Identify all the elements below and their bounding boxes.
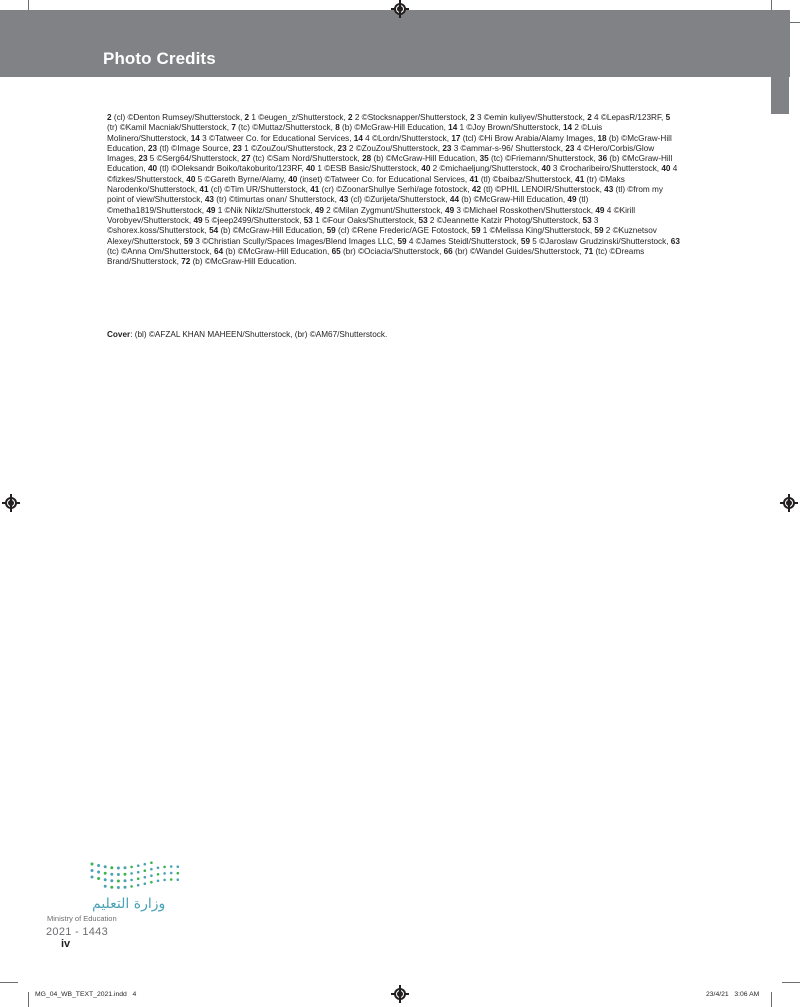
logo-dot [144,869,147,872]
credit-entry [304,216,419,225]
credit-page-number: 14 [190,133,200,143]
credit-entry [107,113,245,122]
credit-page-number: 43 [204,195,214,205]
credit-entry [442,144,565,153]
credit-text: (b) ©McGraw-Hill Education, [223,246,332,256]
credit-entry [397,237,520,246]
credit-page-number: 23 [147,143,158,153]
logo-dot [144,863,147,866]
logo-dot [124,879,127,882]
credit-text: 1 ©ESB Basic/Shutterstock, [315,164,422,174]
credit-text: (cl) ©Zurijeta/Shutterstock, [348,195,450,205]
credit-page-number: 59 [183,236,194,246]
credit-text: 4 ©Hero/Corbis/Glow Images, [107,143,655,164]
credit-entry [306,164,421,173]
credit-text: (tc) ©Friemann/Shutterstock, [488,154,599,164]
credit-text: (b) ©McGraw-Hill Education, [339,123,449,133]
credit-entry [327,226,472,235]
credit-page-number: 40 [421,164,431,174]
logo-dot [124,873,127,876]
credit-page-number: 59 [326,226,336,236]
credit-text: 2 ©Stocksnapper/Shutterstock, [352,113,471,122]
credit-page-number: 49 [193,215,203,225]
credit-entry [184,237,398,246]
credit-page-number: 28 [362,154,372,164]
credit-text: 4 ©Lordn/Shutterstock, [362,133,452,143]
credit-entry [542,164,662,173]
slug-filename: MG_04_WB_TEXT_2021.indd 4 [35,991,137,998]
cover-credit [107,330,387,340]
credit-entry [448,123,563,132]
credit-text: 3 ©Michael Rosskothen/Shutterstock, [454,205,596,215]
credit-entry [186,175,288,184]
credit-entry [348,113,470,122]
logo-dot [104,865,107,868]
credit-page-number: 23 [138,154,148,164]
logo-dot [110,866,113,869]
credit-entry [214,247,332,256]
credit-entry [241,154,362,163]
registration-mark-icon [5,497,17,509]
logo-dot [110,879,113,882]
credit-text: 1 ©Nik Niklz/Shutterstock, [215,205,315,215]
credit-page-number: 63 [670,236,680,246]
credit-page-number: 40 [306,164,316,174]
logo-dot [150,881,153,884]
logo-dot [170,872,173,875]
logo-dot [91,876,94,879]
credit-text: 1 ©Joy Brown/Shutterstock, [457,123,563,133]
credit-page-number: 2 [348,113,353,122]
credit-text: 3 ©emin kuliyev/Shutterstock, [474,113,588,122]
ministry-logo-icon [88,858,183,892]
registration-mark-icon [783,497,795,509]
credit-text: 1 ©eugen_z/Shutterstock, [249,113,348,122]
credit-page-number: 49 [314,205,324,215]
logo-english-text: Ministry of Education [47,914,117,923]
registration-mark-icon [394,3,406,15]
crop-mark [782,982,800,983]
credit-text: (br) ©Ociacia/Shutterstock, [340,246,444,256]
credit-text: 5 ©Gareth Byrne/Alamy, [195,174,289,184]
credit-page-number: 43 [339,195,349,205]
credit-entry [469,175,575,184]
credit-entry [338,144,443,153]
credit-text: (b) ©McGraw-Hill Education, [371,154,480,164]
logo-dot [117,867,120,870]
credit-entry [450,195,568,204]
credit-page-number: 49 [567,195,577,205]
logo-dot [144,882,147,885]
credit-text: (inset) ©Tatweer Co. for Educational Services, [297,174,470,184]
logo-dot [157,880,160,883]
logo-dot [124,886,127,889]
credit-page-number: 40 [288,174,298,184]
thumb-tab [771,77,789,114]
credit-page-number: 14 [562,123,573,133]
credit-entry [587,113,665,122]
logo-dot [163,879,166,882]
logo-dot [104,885,107,888]
credit-text: (tl) ©from my point of view/Shutterstock, [107,185,663,205]
credit-text: (tc) ©Sam Nord/Shutterstock, [250,154,363,164]
logo-dot [97,864,100,867]
logo-dot [137,884,140,887]
credit-page-number: 59 [594,226,604,236]
credit-page-number: 23 [232,143,242,153]
logo-dot [137,877,140,880]
credit-page-number: 41 [575,174,585,184]
credit-page-number: 23 [565,143,575,153]
credit-page-number: 2 [244,113,250,122]
credit-page-number: 40 [186,174,196,184]
credit-entry [472,185,604,194]
credit-entry [138,154,241,163]
credit-text: 3 ©Christian Scully/Spaces Images/Blend Images LLC, [193,236,398,246]
credit-text: 4 ©fizkes/Shutterstock, [107,164,678,184]
credit-text: (tl) ©Oleksandr Boiko/takoburito/123RF, [157,164,306,174]
credit-text: 2 ©Luis Molinero/Shutterstock, [107,123,603,143]
credit-text: 4 ©Kirill Vorobyev/Shutterstock, [107,205,636,225]
credit-text: 1 ©ZouZou/Shutterstock, [241,143,338,153]
credit-page-number: 49 [206,205,216,215]
credit-text: (tc) ©Muttaz/Shutterstock, [235,123,336,133]
logo-dot [117,886,120,889]
logo-dot [157,867,160,870]
credit-text: (b) ©McGraw-Hill Education, [459,195,568,205]
credit-text: 4 ©James Steidl/Shutterstock, [406,236,521,246]
credit-text: 5 ©Jaroslaw Grudzinski/Shutterstock, [530,236,671,246]
credit-page-number: 59 [471,226,481,236]
credit-entry [231,123,335,132]
credit-text: (tl) ©Image Source, [157,143,233,153]
logo-dot [97,877,100,880]
credit-page-number: 53 [418,215,428,225]
credit-text: 5 ©jeep2499/Shutterstock, [202,215,304,225]
crop-mark [771,992,772,1007]
credit-text: (tcl) ©Hi Brow Arabia/Alamy Images, [460,133,598,143]
photo-credits-list [107,113,682,267]
page-title: Photo Credits [103,49,216,68]
credit-page-number: 49 [445,205,455,215]
credit-page-number: 27 [241,154,251,164]
credit-page-number: 44 [449,195,460,205]
credit-text: 4 ©LepasR/123RF, [591,113,666,122]
credit-entry [419,216,583,225]
credit-text: 3 ©rocharibeiro/Shutterstock, [550,164,662,174]
credit-text: (tl) ©metha1819/Shutterstock, [107,195,589,215]
credit-text: (tl) ©PHIL LENOIR/Shutterstock, [481,185,605,195]
logo-dot [130,872,133,875]
logo-dot [163,872,166,875]
credit-page-number: 64 [214,246,224,256]
page-number: iv [61,938,71,950]
logo-dot [177,865,180,868]
cover-credit-text: : (bl) ©AFZAL KHAN MAHEEN/Shutterstock, (br) ©AM67/Shutterstock. [130,330,388,339]
credit-entry [193,216,303,225]
credit-text: 2 ©ZouZou/Shutterstock, [346,143,443,153]
credit-entry [421,164,541,173]
logo-dot [104,872,107,875]
credit-page-number: 54 [209,226,219,236]
credit-page-number: 65 [331,246,341,256]
credit-page-number: 5 [665,113,671,122]
credit-text: 1 ©Four Oaks/Shutterstock, [312,215,419,225]
credit-entry [245,113,348,122]
credit-entry [288,175,469,184]
credit-entry [471,226,594,235]
logo-dot [97,871,100,874]
crop-mark [28,992,29,1007]
logo-dot [137,871,140,874]
logo-dot [130,885,133,888]
credit-text: 5 ©Serg64/Shutterstock, [147,154,242,164]
credit-page-number: 14 [353,133,363,143]
credit-text: (tr) ©Maks Narodenko/Shutterstock, [107,174,625,195]
credit-entry [205,195,339,204]
logo-dot [110,886,113,889]
credit-page-number: 72 [181,257,191,267]
logo-dot [130,866,133,869]
credit-page-number: 53 [303,215,313,225]
credit-entry [335,123,448,132]
credit-entry [233,144,338,153]
credit-entry [444,247,584,256]
credit-entry [148,164,306,173]
credit-page-number: 40 [661,164,671,174]
credit-entry [354,134,452,143]
credit-page-number: 53 [582,215,592,225]
credit-page-number: 8 [335,123,340,133]
credit-text: 2 ©Milan Zygmunt/Shutterstock, [323,205,446,215]
credit-page-number: 36 [598,154,608,164]
credit-text: (tr) ©Kamil Macniak/Shutterstock, [107,123,232,133]
logo-dot [91,863,94,866]
logo-dot [150,874,153,877]
logo-dot [177,872,180,875]
credit-page-number: 42 [471,185,482,195]
logo-dot [170,878,173,881]
credit-entry [181,257,296,266]
credit-entry [362,154,480,163]
credit-text: (b) ©McGraw-Hill Education. [190,257,297,267]
logo-year: 2021 - 1443 [46,926,109,938]
logo-dot [163,866,166,869]
credit-page-number: 59 [397,236,407,246]
logo-dot [177,878,180,881]
credit-entry [199,185,310,194]
credit-page-number: 43 [604,185,614,195]
credit-entry [310,185,472,194]
crop-mark [0,982,18,983]
logo-dot [157,873,160,876]
logo-dot [144,876,147,879]
credit-page-number: 41 [199,185,209,195]
credit-text: 2 ©michaeljung/Shutterstock, [430,164,542,174]
credit-entry [521,237,671,246]
credit-entry [191,134,354,143]
credit-page-number: 23 [337,143,347,153]
logo-dot [170,865,173,868]
credit-text: (cr) ©ZoonarShullye Serhi/age fotostock, [319,185,472,195]
credit-page-number: 18 [597,133,607,143]
credit-text: 2 ©Jeannette Katzir Photog/Shutterstock, [427,215,583,225]
credit-text: (tr) ©timurtas onan/ Shutterstock, [213,195,340,205]
credit-text: 3 ©ammar-s-96/ Shutterstock, [451,143,566,153]
credit-text: (b) ©McGraw-Hill Education, [107,154,673,174]
credit-text: (b) ©McGraw-Hill Education, [218,226,327,236]
credit-page-number: 35 [479,154,489,164]
logo-dot [110,873,113,876]
credit-text: 1 ©Melissa King/Shutterstock, [480,226,595,236]
cover-label: Cover [107,330,131,339]
logo-dot [150,861,153,864]
logo-dot [150,868,153,871]
credit-entry [445,206,595,215]
logo-dot [130,879,133,882]
logo-dot [104,878,107,881]
credit-text: (tc) ©Anna Om/Shutterstock, [107,246,215,256]
credit-entry [480,154,598,163]
credit-page-number: 23 [442,143,452,153]
logo-dot [117,880,120,883]
credit-page-number: 17 [451,133,461,143]
credit-entry [315,206,445,215]
logo-dot [124,866,127,869]
credit-entry [339,195,450,204]
logo-arabic-text: وزارة التعليم [92,896,166,912]
credit-page-number: 40 [147,164,158,174]
credit-entry [451,134,597,143]
credit-text: (br) ©Wandel Guides/Shutterstock, [452,246,585,256]
credit-text: 3 ©shorex.koss/Shutterstock, [107,215,599,236]
credit-text: (tl) ©baibaz/Shutterstock, [478,174,576,184]
credit-page-number: 41 [310,185,320,195]
credit-page-number: 41 [469,174,479,184]
credit-text: (cl) ©Rene Frederic/AGE Fotostock, [335,226,472,236]
registration-mark-icon [394,988,406,1000]
credit-text: (tc) ©Dreams Brand/Shutterstock, [107,246,645,267]
credit-text: (b) ©McGraw-Hill Education, [107,133,672,153]
credit-page-number: 59 [520,236,531,246]
credit-entry [206,206,314,215]
credit-page-number: 66 [443,246,453,256]
credit-page-number: 14 [448,123,458,133]
credit-entry [332,247,444,256]
credit-entry [209,226,327,235]
credit-page-number: 2 [587,113,592,122]
credit-page-number: 2 [470,113,475,122]
credit-text: (cl) ©Denton Rumsey/Shutterstock, [111,113,245,122]
credit-page-number: 7 [231,123,236,133]
logo-dot [91,869,94,872]
logo-dot [137,864,140,867]
credit-page-number: 40 [541,164,551,174]
slug-timestamp: 23/4/21 3:06 AM [706,991,760,998]
credit-text: 2 ©Kuznetsov Alexey/Shutterstock, [107,226,657,246]
credit-entry [470,113,587,122]
credit-entry [148,144,233,153]
credit-page-number: 49 [595,205,605,215]
logo-dot [117,873,120,876]
credit-text: 3 ©Tatweer Co. for Educational Services, [199,133,354,143]
credit-page-number: 2 [107,113,112,122]
credit-text: (cl) ©Tim UR/Shutterstock, [208,185,311,195]
credit-page-number: 71 [584,246,594,256]
